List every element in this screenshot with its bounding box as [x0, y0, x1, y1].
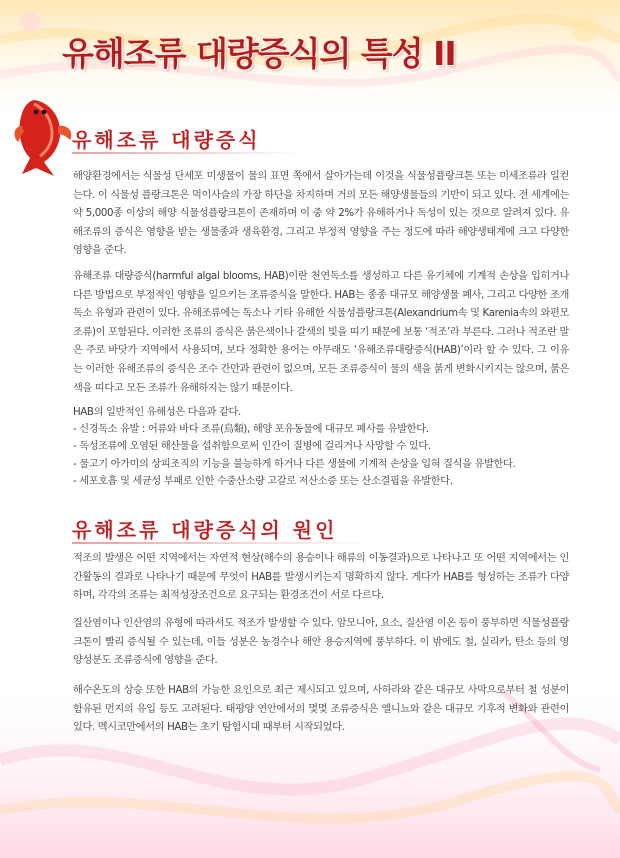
paragraph: 유해조류 대량증식(harmful algal blooms, HAB)이란 천연독소를 생성하고 다른 유기체에 기계적 손상을 입히거나 다른 방법으로 부정적인 영향을 일으키는 조류증식을 말한다. HAB는 종종 대규모 해양생물 폐사, 그리고 다양한 조개독소 유형과 관련이 있다. 유해조류에는 독소나 기타 유해한 식물성플랑크톤(Alexandrium속 및 Karenia속의 와편모조류)이 포함된다. 이러한 조류의 증식은 붉은색이나 갈색의 빛을 띠기 때문에 보통 ‘적조’라 부른다. 그러나 적조란 말은 주로 바닷가 지역에서 사용되며, 보다 정확한 용어는 아무래도 ‘유해조류대량증식(HAB)’이라 할 수 있다. 그 이유는 이러한 유해조류의 증식은 조수 간만과 관련이 없으며, 모든 조류증식이 물의 색을 붉게 변화시키지는 않으며, 붉은 색을 띠다고 모든 조류가 유해하지는 않기 때문이다.	[73, 271, 569, 394]
paragraph: 질산염이나 인산염의 유형에 따라서도 적조가 발생할 수 있다. 암모니아, 요소, 질산염 이온 등이 풍부하면 식물성플랑크톤이 빨리 증식될 수 있는데, 이들 성분은 농경수나 해안 용승지역에 풍부하다. 이 밖에도 철, 실리카, 탄소 등의 영양성분도 조류증식에 영향을 준다.	[73, 618, 569, 667]
section-heading-hab-causes: 유해조류 대량증식의 원인	[72, 518, 338, 542]
list-item: - 물고기 아가미의 상피조직의 기능을 불능하게 하거나 다른 생물에 기계적 손상을 입혀 질식을 유발한다.	[73, 458, 516, 470]
page-title: 유해조류 대량증식의 특성 II	[62, 34, 456, 73]
paragraph: 해수온도의 상승 또한 HAB의 가능한 요인으로 최근 제시되고 있으며, 사하라와 같은 대규모 사막으로부터 철 성분이 함유된 먼지의 유입 등도 고려된다. 태평양 연안에서의 몇몇 조류증식은 엘니뇨와 같은 대규모 기후적 변화와 관련이 있다. 멕시코만에서의 HAB는 초기 탐험시대 때부터 시작되었다.	[73, 685, 569, 734]
heading-underline	[72, 542, 372, 544]
list-item: - 세포호흡 및 세균성 부패로 인한 수중산소량 고갈로 저산소증 또는 산소결핍을 유발한다.	[73, 476, 453, 488]
heading-underline	[72, 152, 302, 154]
hazard-list	[73, 421, 569, 491]
paragraph: HAB의 일반적인 유해성은 다음과 같다.	[73, 407, 241, 418]
list-item: - 독성조류에 오염된 해산물을 섭취함으로써 인간이 질병에 걸리거나 사망할 수 있다.	[73, 441, 431, 453]
paragraph: 해양환경에서는 식물성 단세포 미생물이 물의 표면 쪽에서 살아가는데 이것을 식물성플랑크톤 또는 미세조류라 일컫는다. 이 식물성 플랑크톤은 먹이사슬의 가장 하단을 차지하며 거의 모든 해양생물들의 기반이 되고 있다. 전 세계에는 약 5,000종 이상의 해양 식물성플랑크톤이 존재하며 이 중 약 2%가 유해하거나 독성이 있는 것으로 알려져 있다. 유해조류의 증식은 영향을 받는 생물종과 생육환경, 그리고 부정적 영향을 주는 정도에 따라 해양생태계에 크고 다양한 영향을 준다.	[73, 171, 569, 257]
list-item: - 신경독소 유발 : 어류와 바다 조류(鳥類), 해양 포유동물에 대규모 폐사를 유발한다.	[73, 424, 429, 435]
paragraph: 적조의 발생은 어떤 지역에서는 자연적 현상(해수의 용승이나 해류의 이동결과)으로 나타나고 또 어떤 지역에서는 인간활동의 결과로 나타나기 때문에 무엇이 HAB를 발생시키는지 명확하지 않다. 게다가 HAB를 형성하는 조류가 다양하며, 각각의 조류는 최적성장조건으로 요구되는 환경조건이 서로 다르다.	[73, 553, 569, 602]
koi-fish-icon	[14, 96, 76, 178]
section-heading-hab-bloom: 유해조류 대량증식	[72, 128, 261, 152]
